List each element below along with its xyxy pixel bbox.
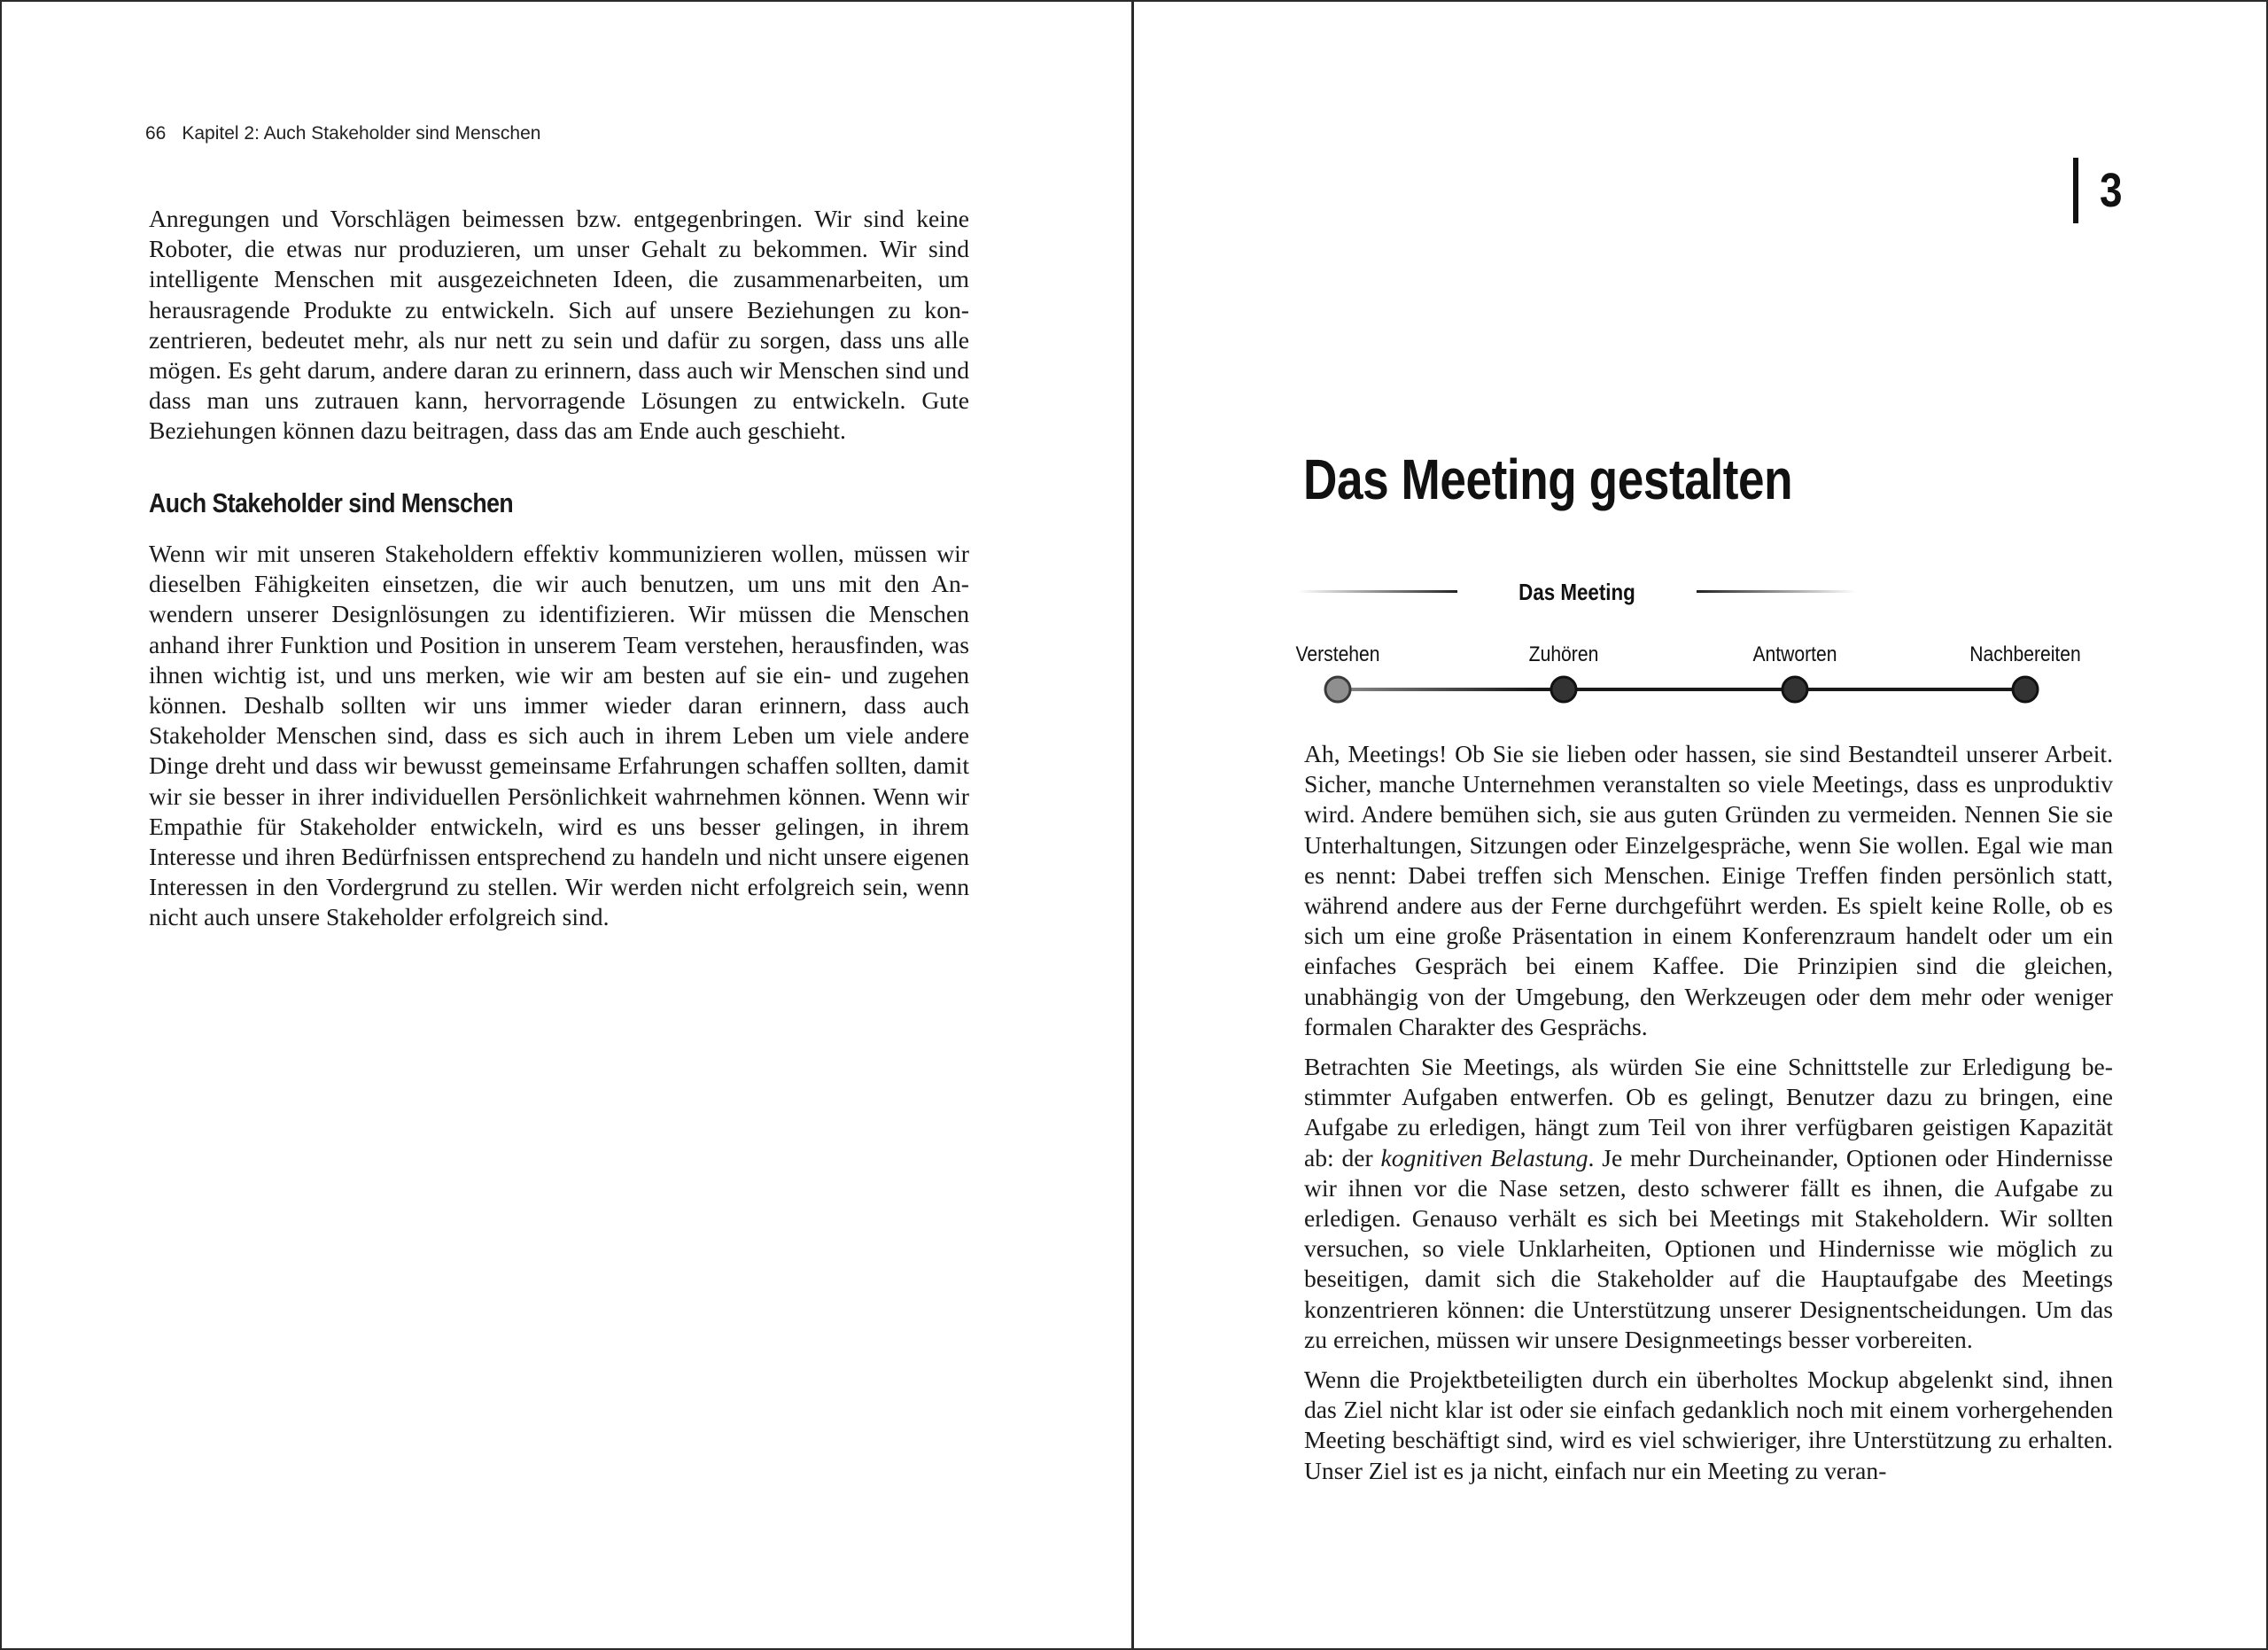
running-head [145,123,540,144]
timeline-track [1338,688,2034,691]
page-number: 66 [145,123,167,144]
timeline-title: Das Meeting [1518,580,1635,606]
left-paragraph-1: Anregungen und Vorschlägen beimessen bzw. entgegenbringen. Wir sind keine Roboter, die etwas nur produzieren, um unser Gehalt zu bekommen. Wir sind intelligente Menschen mit ausgezeichneten Ideen, die zusammenarbeiten, um herausragende Produkte zu entwickeln. Sich auf unsere Beziehungen zu konzentrieren, bedeutet mehr, als nur nett zu sein und dafür zu sorgen, dass uns alle mögen. Es geht darum, andere daran zu erinnern, dass auch wir Menschen sind und dass man uns zutrauen kann, hervorragende Lösungen zu entwickeln. Gute Beziehungen können dazu beitragen, dass das am Ende auch geschieht. [149,205,969,445]
right-body-text [1304,739,2113,1496]
right-paragraph-2-lead: Betrachten Sie Meetings, als würden Sie eine Schnittstelle zur Erledigung bestimmter Aufgaben entwerfen. Ob es gelingt, Benutzer dazu zu bringen, eine Aufgabe zu erledigen, hängt zum Teil von ihrer verfügbaren geistigen Kapazität ab: der [1304,1053,2113,1171]
running-head-title: Kapitel 2: Auch Stakeholder sind Menschen [182,123,541,144]
left-paragraph-2: Wenn wir mit unseren Stakeholdern effektiv kommunizieren wollen, müssen wir dieselben Fähigkeiten einsetzen, die wir auch benutzen, um uns mit den Anwendern unserer Designlösungen zu identifizieren. Wir müssen die Menschen anhand ihrer Funktion und Position in unserem Team verstehen, herausfinden, was ihnen wichtig ist, und uns merken, wie wir am besten auf sie ein- und zugehen können. Deshalb sollten wir uns immer wieder daran erinnern, dass auch Stakeholder Menschen sind, dass es sich auch in ihrem Leben um viele andere Dinge dreht und dass wir bewusst gemeinsame Erfahrungen schaffen sollten, damit wir sie besser in ihrer individuellen Persönlichkeit wahrnehmen können. Wenn wir Empathie für Stakeholder entwickeln, wird es uns besser gelingen, in ihrem Interesse und ihren Bedürfnissen entsprechend zu handeln und nicht unsere eigenen Interessen in den Vordergrund zu stellen. Wir werden nicht erfolgreich sein, wenn nicht auch unsere Stakeholder erfolgreich sind. [149,540,969,931]
stage-label-verstehen: Verstehen [1295,642,1380,666]
left-page [2,2,1134,1648]
stage-label-zuhoeren: Zuhören [1528,642,1599,666]
timeline-title-line-left [1298,590,1457,593]
timeline-title-line-right [1697,590,1856,593]
chapter-number: 3 [2100,164,2123,217]
stage-node-zuhoeren [1551,677,1576,702]
right-paragraph-3: Wenn die Projektbeteiligten durch ein überholtes Mockup abgelenkt sind, ihnen das Ziel nicht klar ist oder sie einfach gedanklich noch mit einem vorhergehenden Meeting beschäftigt sind, wird es viel schwieriger, ihre Unterstützung zu erhalten. Unser Ziel ist es ja nicht, einfach nur ein Meeting zu veran- [1304,1366,2113,1484]
stage-node-antworten [1783,677,1807,702]
chapter-title: Das Meeting gestalten [1303,448,1793,511]
right-paragraph-2-rest: . Je mehr Durcheinander, Optionen oder Hindernisse wir ihnen vor die Nase setzen, desto schwerer fällt es ihnen, die Aufgabe zu erledigen. Genauso verhält es sich bei Meetings mit Stakeholdern. Wir sollten versuchen, so viele Unklarheiten, Optionen und Hindernisse wie möglich zu beseitigen, damit sich die Stakeholder auf die Hauptaufgabe des Meetings konzentrieren können: die Unterstützung unserer Designentscheidungen. Um das zu erreichen, müssen wir unsere Designmeetings besser vorbereiten. [1304,1143,2113,1353]
meeting-timeline-diagram [1287,569,2102,711]
chapter-marker [2073,158,2126,223]
stage-node-nachbereiten [2013,677,2038,702]
stage-label-nachbereiten: Nachbereiten [1969,642,2081,666]
stage-node-verstehen [1325,677,1350,702]
right-paragraph-2 [1304,1052,2113,1355]
right-paragraph-1: Ah, Meetings! Ob Sie sie lieben oder hassen, sie sind Bestandteil unserer Arbeit. Sicher, manche Unternehmen veranstalten so viele Meetings, dass es unproduktiv wird. Andere bemühen sich, sie aus guten Gründen zu vermeiden. Nennen Sie sie Unterhaltungen, Sitzungen oder Einzelgespräche, wenn Sie wollen. Egal wie man es nennt: Dabei treffen sich Menschen. Einige Treffen finden persönlich statt, während andere aus der Ferne durchgeführt werden. Es spielt keine Rolle, ob es sich um eine große Präsentation in einem Konferenzraum handelt oder um ein einfaches Gespräch bei einem Kaffee. Die Prinzipien sind die gleichen, unabhängig von der Umgebung, den Werkzeugen oder dem mehr oder weniger formalen Charakter des Gesprächs. [1304,740,2113,1040]
chapter-bar [2073,158,2078,223]
right-paragraph-2-emphasis: kognitiven Belastung [1380,1143,1588,1171]
stage-label-antworten: Antworten [1752,642,1837,666]
right-page [1137,2,2268,1648]
section-heading: Auch Stakeholder sind Menschen [149,487,514,518]
